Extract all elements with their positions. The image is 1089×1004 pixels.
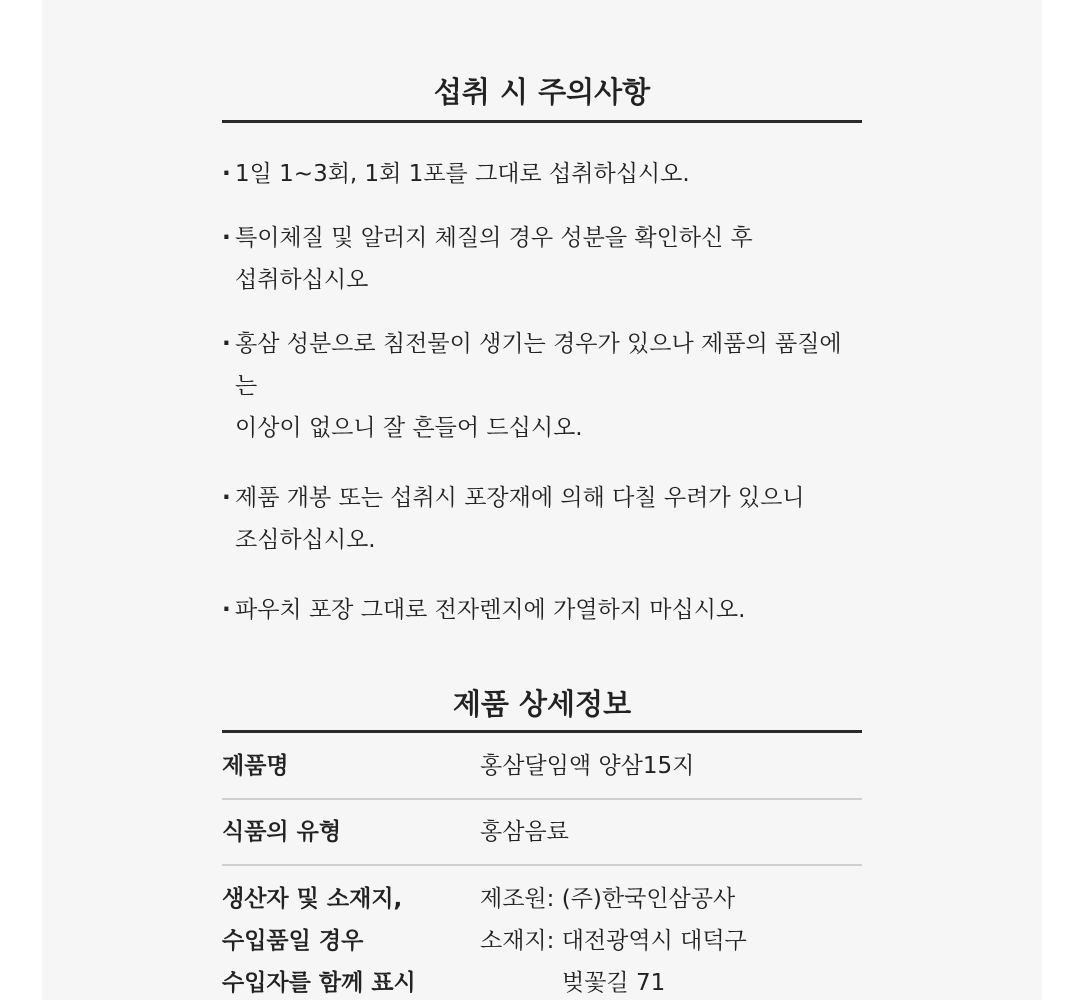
value-line: 벚꽃길 71 — [562, 970, 666, 996]
precaution-item — [222, 153, 862, 195]
precaution-line: 섭취하십시오 — [235, 267, 369, 293]
key-line: 수입자를 함께 표시 — [222, 970, 416, 996]
details-section — [222, 684, 862, 1004]
row-key — [222, 733, 480, 799]
precaution-line: · 홍삼 성분으로 침전물이 생기는 경우가 있으나 제품의 품질에는 — [235, 331, 842, 399]
table-row — [222, 865, 862, 1004]
product-info-page — [42, 0, 1042, 1000]
precaution-line: · 파우치 포장 그대로 전자렌지에 가열하지 마십시오. — [235, 597, 746, 623]
precaution-line: · 1일 1~3회, 1회 1포를 그대로 섭취하십시오. — [235, 161, 690, 187]
row-key — [222, 865, 480, 1004]
value-line: 제조원: (주)한국인삼공사 — [480, 886, 736, 912]
row-value — [480, 799, 862, 865]
precaution-item — [222, 323, 862, 449]
precaution-line: · 특이체질 및 알러지 체질의 경우 성분을 확인하신 후 — [235, 225, 753, 251]
row-value — [480, 865, 862, 1004]
precautions-list — [222, 153, 862, 631]
value-line: 홍삼달임액 양삼15지 — [480, 753, 695, 779]
precaution-item — [222, 589, 862, 631]
key-line: 생산자 및 소재지, — [222, 886, 403, 912]
precautions-section — [222, 72, 862, 631]
details-table — [222, 733, 862, 1004]
precaution-line: · 제품 개봉 또는 섭취시 포장재에 의해 다칠 우려가 있으니 — [235, 485, 805, 511]
precaution-line: 조심하십시오. — [235, 527, 376, 553]
table-row — [222, 733, 862, 799]
row-value — [480, 733, 862, 799]
value-line: 소재지: 대전광역시 대덕구 — [480, 928, 747, 954]
key-line: 식품의 유형 — [222, 819, 342, 845]
precautions-title: 섭취 시 주의사항 — [222, 72, 862, 123]
value-line: 홍삼음료 — [480, 819, 569, 845]
precaution-item — [222, 477, 862, 561]
details-title: 제품 상세정보 — [222, 684, 862, 733]
precaution-line: 이상이 없으니 잘 흔들어 드십시오. — [235, 415, 583, 441]
key-line: 수입품일 경우 — [222, 928, 364, 954]
table-row — [222, 799, 862, 865]
row-key — [222, 799, 480, 865]
key-line: 제품명 — [222, 753, 289, 779]
precaution-item — [222, 217, 862, 301]
